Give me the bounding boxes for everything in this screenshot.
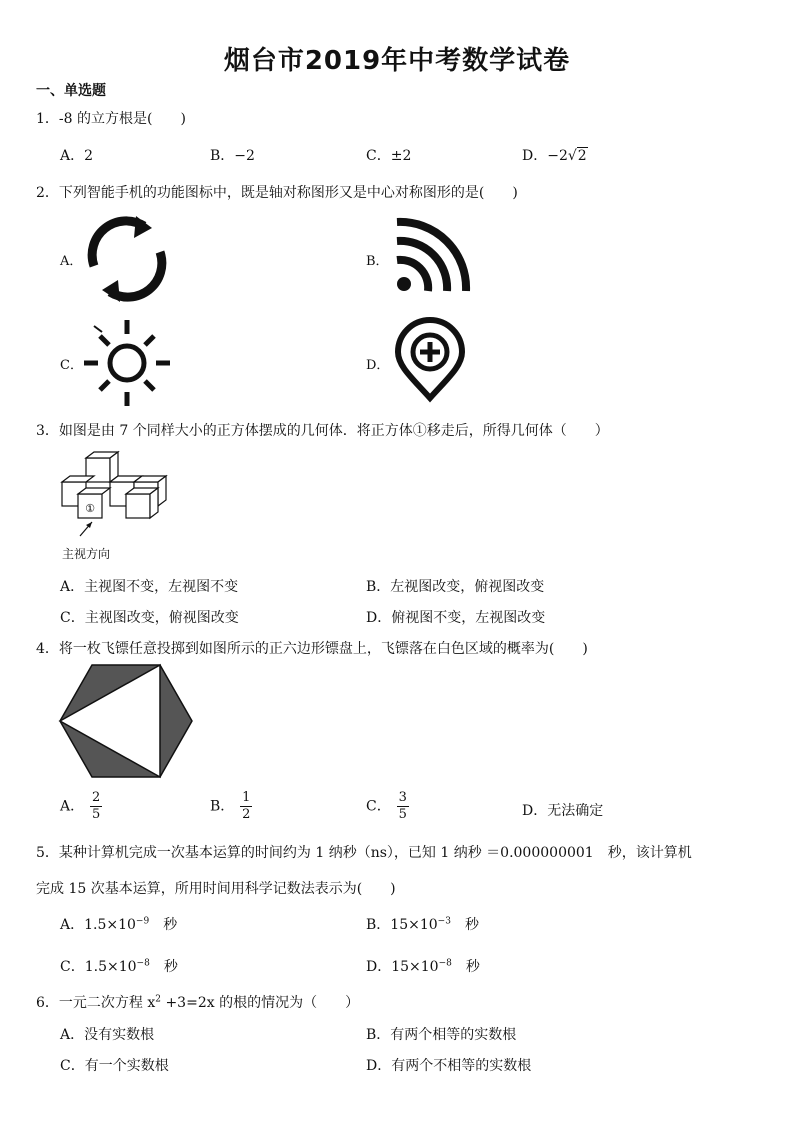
q5-stem-line2: 完成 15 次基本运算，所用时间用科学记数法表示为( ) (36, 881, 396, 897)
sun-icon (82, 318, 172, 408)
q5-option-b-exp: −3 (437, 916, 451, 927)
q4-stem: 4．将一枚飞镖任意投掷到如图所示的正六边形镖盘上，飞镖落在白色区域的概率为( ) (36, 641, 588, 657)
q5-option-c[interactable] (60, 956, 178, 976)
cube-figure (56, 450, 186, 540)
q4-option-a[interactable] (60, 790, 102, 823)
q5-option-a-base: A．1.5×10 (60, 917, 136, 933)
q6-option-c[interactable]: C．有一个实数根 (60, 1058, 169, 1074)
q6-stem-pre: 6．一元二次方程 x (36, 995, 156, 1011)
hexagon-dartboard (58, 663, 194, 779)
signal-icon (392, 216, 472, 296)
q5-option-a-unit: 秒 (163, 917, 178, 933)
q1-option-d[interactable] (522, 145, 588, 165)
q4-option-a-num: 2 (91, 790, 101, 805)
location-plus-icon (392, 318, 468, 402)
q5-option-c-base: C．1.5×10 (60, 959, 137, 975)
view-direction-label: 主视方向 (62, 547, 111, 561)
q3-option-d[interactable]: D．俯视图不变，左视图改变 (366, 610, 546, 626)
q6-stem-exp: 2 (155, 994, 161, 1005)
q6-option-d[interactable]: D．有两个不相等的实数根 (366, 1058, 532, 1074)
cube-mark: ① (85, 502, 95, 515)
q2-option-d[interactable]: D． (366, 358, 390, 373)
q6-option-a[interactable]: A．没有实数根 (60, 1027, 155, 1043)
q2-option-b[interactable]: B． (366, 254, 389, 269)
q5-option-d[interactable] (366, 956, 480, 976)
q4-option-b-label: B． (210, 798, 235, 815)
q1-option-c[interactable]: C．±2 (366, 148, 412, 164)
q1-option-d-radicand: 2 (577, 148, 587, 164)
q6-stem (36, 992, 359, 1012)
q4-option-b-num: 1 (242, 790, 251, 805)
q1-option-b[interactable]: B．−2 (210, 148, 255, 164)
q2-option-a[interactable]: A． (60, 254, 83, 269)
q4-option-a-label: A． (60, 798, 85, 815)
q3-stem: 3．如图是由 7 个同样大小的正方体摆成的几何体．将正方体①移走后，所得几何体（ ） (36, 423, 609, 439)
q5-option-b-unit: 秒 (464, 917, 479, 933)
q3-option-c[interactable]: C．主视图改变，俯视图改变 (60, 610, 239, 626)
q1-stem: 1．-8 的立方根是( ) (36, 111, 186, 127)
q2-stem: 2．下列智能手机的功能图标中，既是轴对称图形又是中心对称图形的是( ) (36, 185, 518, 201)
q5-option-a[interactable] (60, 914, 177, 934)
q4-option-c[interactable] (366, 790, 409, 823)
q6-stem-post: +3=2x 的根的情况为（ ） (161, 995, 360, 1011)
q1-option-a[interactable]: A．2 (60, 148, 94, 164)
q5-option-b-base: B．15×10 (366, 917, 438, 933)
q3-option-a[interactable]: A．主视图不变，左视图不变 (60, 579, 239, 595)
q4-option-d[interactable]: D．无法确定 (522, 803, 604, 819)
q5-option-a-exp: −9 (135, 916, 150, 927)
page-title: 烟台市2019年中考数学试卷 (223, 46, 571, 76)
q4-option-c-den: 5 (398, 807, 407, 822)
q6-option-b[interactable]: B．有两个相等的实数根 (366, 1027, 517, 1043)
q5-option-d-base: D．15×10 (366, 959, 439, 975)
q4-option-c-label: C． (366, 798, 391, 815)
q5-option-c-unit: 秒 (163, 959, 178, 975)
section-heading: 一、单选题 (36, 83, 106, 99)
q3-option-b[interactable]: B．左视图改变，俯视图改变 (366, 579, 545, 595)
q4-option-b-den: 2 (242, 807, 251, 822)
q4-option-c-num: 3 (398, 790, 407, 805)
q5-stem-line1: 5．某种计算机完成一次基本运算的时间约为 1 纳秒（ns），已知 1 纳秒 ＝0.000000001 秒，该计算机 (36, 845, 692, 861)
q5-option-b[interactable] (366, 914, 479, 934)
q5-option-c-exp: −8 (136, 958, 150, 969)
q4-option-b[interactable] (210, 790, 252, 823)
q2-option-c[interactable]: C． (60, 358, 83, 373)
refresh-icon (82, 214, 172, 304)
q1-option-d-prefix: D．−2 (522, 148, 568, 164)
q4-option-a-den: 5 (91, 807, 101, 822)
sqrt-icon: √ (567, 148, 577, 164)
q5-option-d-exp: −8 (438, 958, 452, 969)
q5-option-d-unit: 秒 (465, 959, 480, 975)
